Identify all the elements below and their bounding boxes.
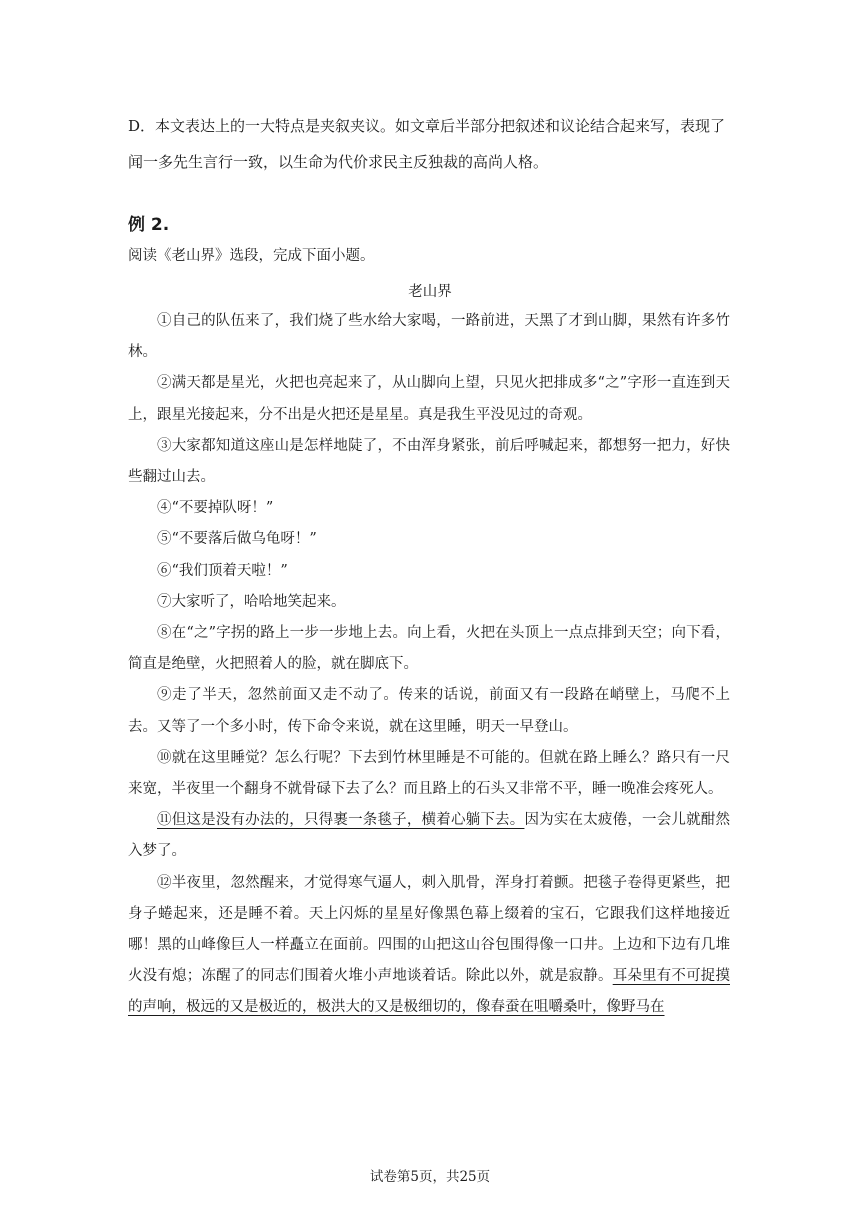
article-body (128, 306, 730, 1024)
paragraph-9: ⑨走了半天，忽然前面又走不动了。传来的话说，前面又有一段路在峭壁上，马爬不上去。又等了一个多小时，传下命令来说，就在这里睡，明天一早登山。 (128, 687, 730, 735)
paragraph-12 (128, 868, 730, 1024)
example-title: 例 2. (128, 215, 170, 235)
paragraph-1: ①自己的队伍来了，我们烧了些水给大家喝，一路前进，天黑了才到山脚，果然有许多竹林。 (128, 313, 730, 361)
option-d-text: D．本文表达上的一大特点是夹叙夹议。如文章后半部分把叙述和议论结合起来写，表现了闻一多先生言行一致，以生命为代价求民主反独裁的高尚人格。 (128, 117, 726, 171)
paragraph-5: ⑤“不要落后做乌龟呀！” (157, 531, 317, 548)
paragraph-12-underlined-sentence: 耳朵里有不可捉摸的声响，极远的又是极近的，极洪大的又是极细切的，像春蚕在咀嚼桑叶，像野马在 (128, 968, 730, 1016)
paragraph-8: ⑧在“之”字拐的路上一步一步地上去。向上看，火把在头顶上一点点排到天空；向下看，简直是绝壁，火把照着人的脸，就在脚底下。 (128, 625, 730, 673)
paragraph-11-underlined-sentence: ⑪但这是没有办法的，只得裹一条毯子，横着心躺下去。 (157, 812, 525, 829)
paragraph-11-rest: 因为实在太疲倦，一会儿就酣然入梦了。 (128, 812, 731, 860)
paragraph-3: ③大家都知道这座山是怎样地陡了，不由浑身紧张，前后呼喊起来，都想努一把力，好快些翻过山去。 (128, 437, 730, 486)
paragraph-4: ④“不要掉队呀！” (157, 500, 274, 517)
paragraph-7: ⑦大家听了，哈哈地笑起来。 (157, 593, 346, 610)
paragraph-6: ⑥“我们顶着天啦！” (157, 562, 288, 579)
article-title: 老山界 (408, 284, 452, 300)
paragraph-10: ⑩就在这里睡觉？怎么行呢？下去到竹林里睡是不可能的。但就在路上睡么？路只有一尺来宽，半夜里一个翻身不就骨碌下去了么？而且路上的石头又非常不平，睡一晚准会疼死人。 (128, 749, 730, 798)
reading-instruction: 阅读《老山界》选段，完成下面小题。 (128, 248, 375, 264)
paragraph-11 (128, 805, 730, 867)
paragraph-2: ②满天都是星光，火把也亮起来了，从山脚向上望，只见火把排成多“之”字形一直连到天上，跟星光接起来，分不出是火把还是星星。真是我生平没见过的奇观。 (128, 375, 730, 423)
page-footer: 试卷第5页，共25页 (369, 1169, 491, 1185)
paragraph-12-text: ⑫半夜里，忽然醒来，才觉得寒气逼人，刺入肌骨，浑身打着颤。把毯子卷得更紧些，把身子蜷起来，还是睡不着。天上闪烁的星星好像黑色幕上缀着的宝石，它跟我们这样地接近哪！黑的山峰像巨人一样矗立在面前。四围的山把这山谷包围得像一口井。上边和下边有几堆火没有熄；冻醒了的同志们围着火堆小声地谈着话。除此以外，就是寂静。 (128, 874, 730, 985)
